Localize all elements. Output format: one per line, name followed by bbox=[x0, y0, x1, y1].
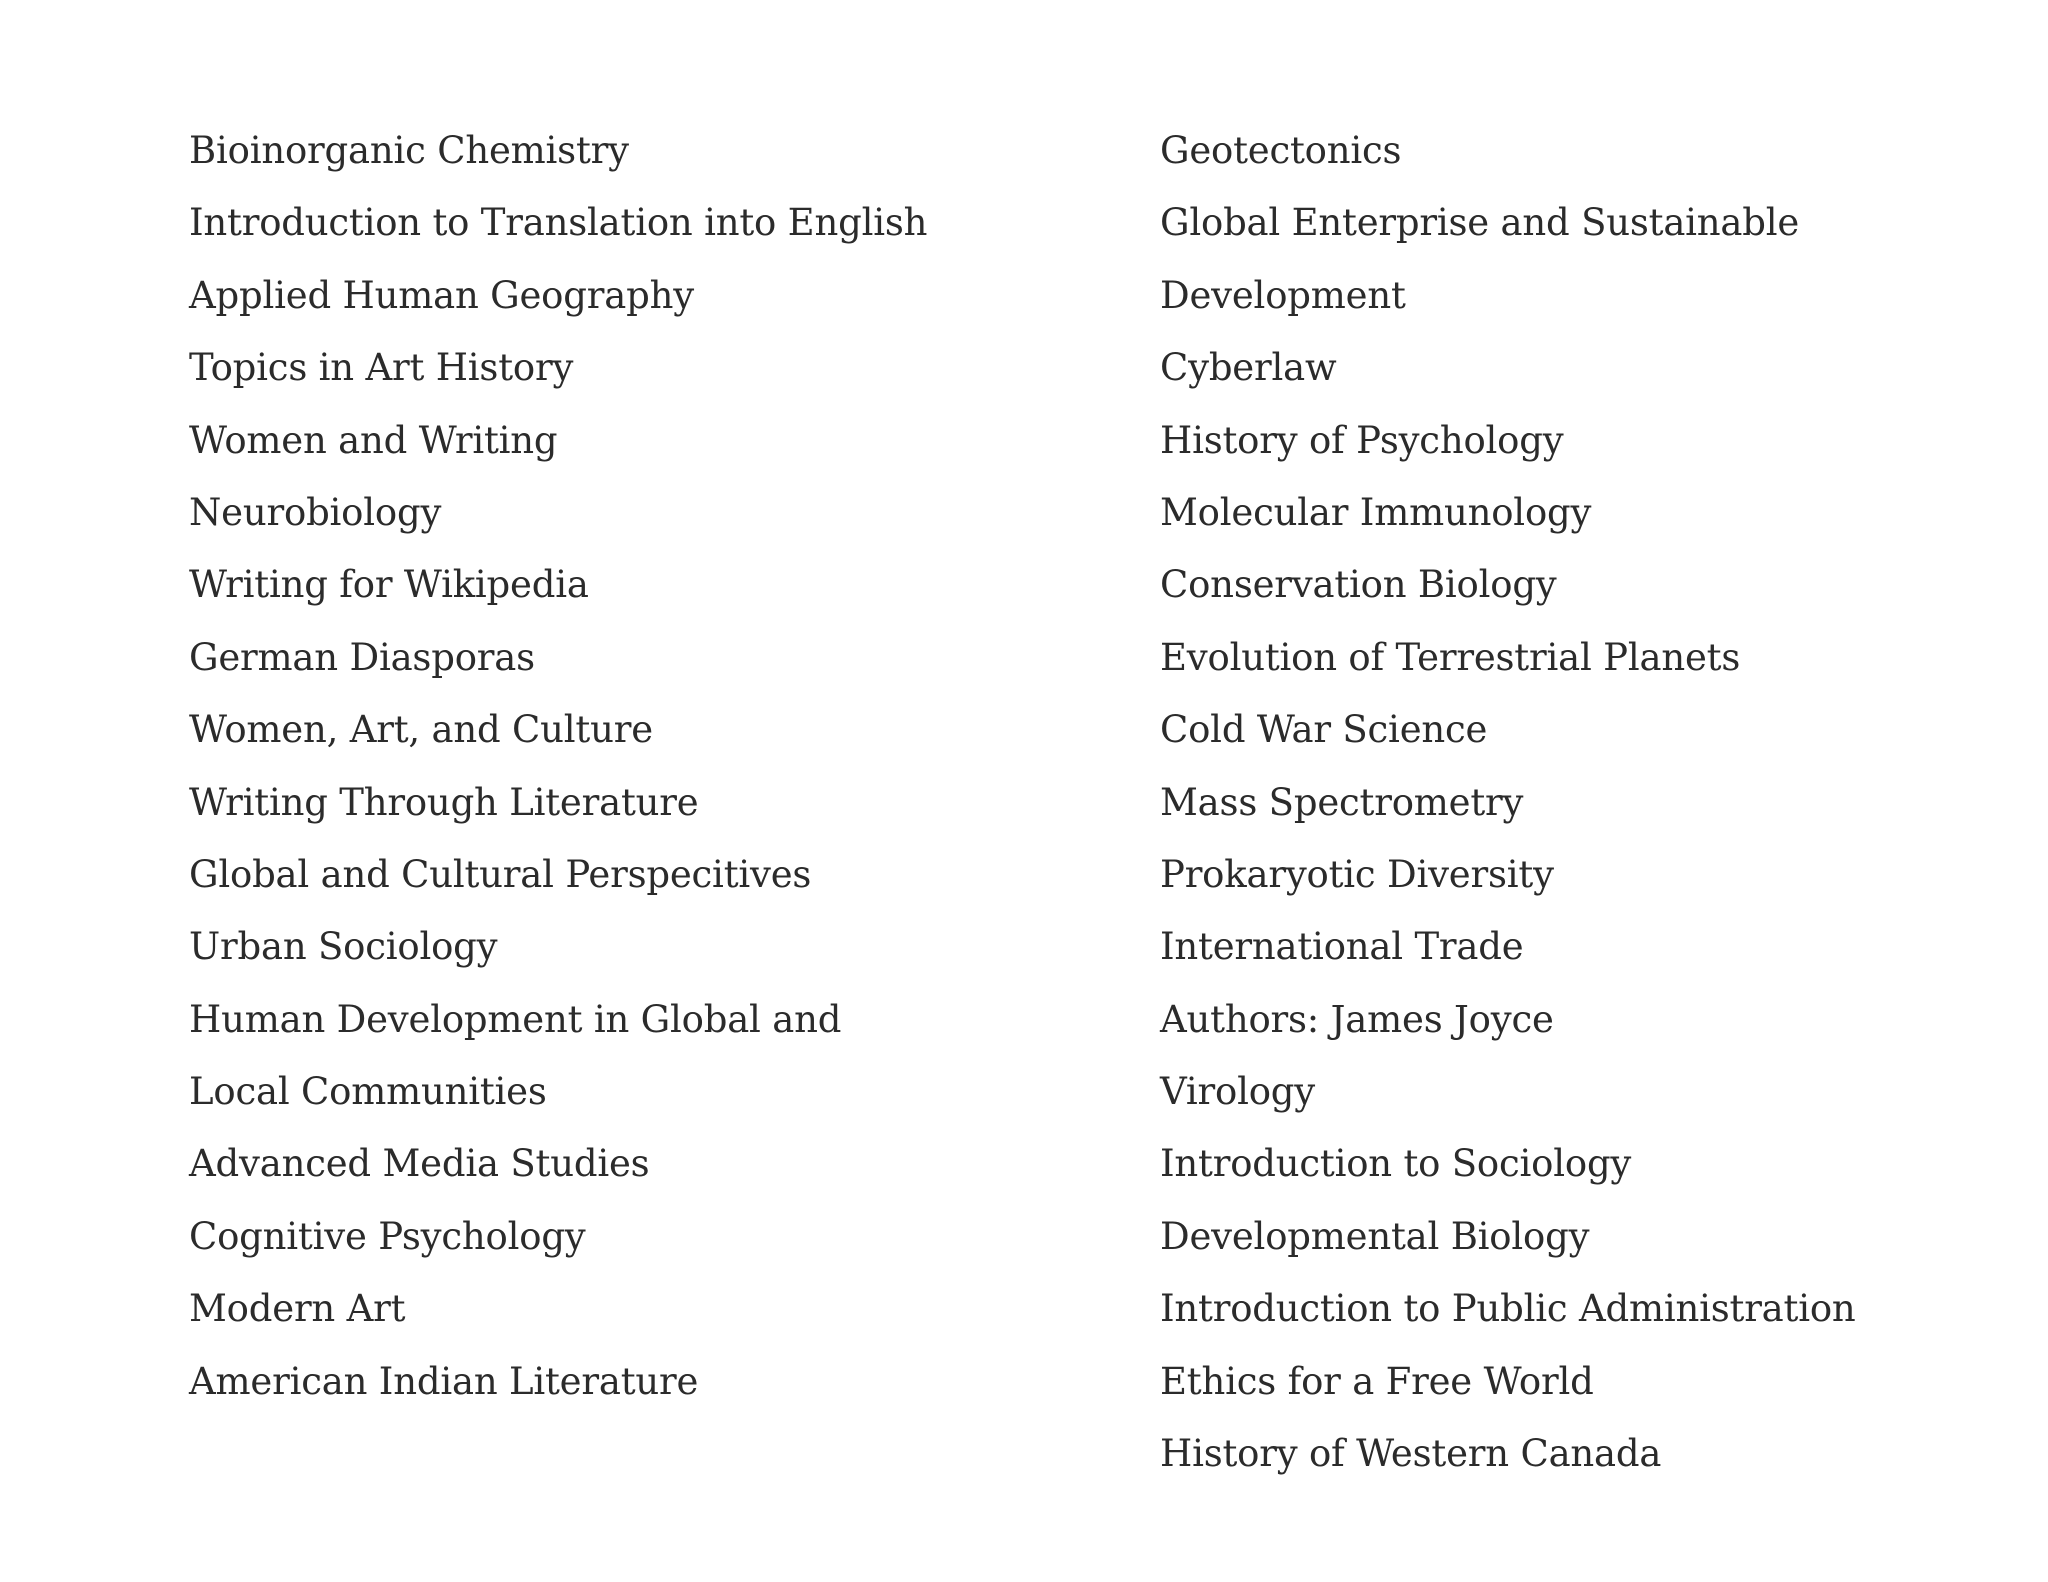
course-item: German Diasporas bbox=[189, 635, 535, 679]
course-item: Modern Art bbox=[189, 1287, 406, 1331]
course-item: Introduction to Public Administration bbox=[1160, 1287, 1856, 1331]
course-item: Advanced Media Studies bbox=[189, 1142, 650, 1186]
course-item: Urban Sociology bbox=[189, 925, 498, 969]
course-item: Neurobiology bbox=[189, 490, 442, 534]
course-item: Cold War Science bbox=[1160, 708, 1488, 752]
course-item: Prokaryotic Diversity bbox=[1160, 852, 1554, 896]
course-item: Ethics for a Free World bbox=[1160, 1359, 1594, 1403]
course-item: American Indian Literature bbox=[189, 1359, 699, 1403]
course-item: Evolution of Terrestrial Planets bbox=[1160, 635, 1741, 679]
course-item: Writing for Wikipedia bbox=[189, 563, 589, 607]
course-item: Developmental Biology bbox=[1160, 1214, 1590, 1258]
course-item: Introduction to Sociology bbox=[1160, 1142, 1632, 1186]
course-item: Development bbox=[1160, 273, 1406, 317]
course-list-right-column bbox=[1160, 115, 2040, 1490]
course-item: Local Communities bbox=[189, 1070, 547, 1114]
course-item: Introduction to Translation into English bbox=[189, 201, 928, 245]
course-item: Global Enterprise and Sustainable bbox=[1160, 201, 1800, 245]
course-item: Mass Spectrometry bbox=[1160, 780, 1524, 824]
course-item: Women, Art, and Culture bbox=[189, 708, 653, 752]
course-item: Women and Writing bbox=[189, 418, 558, 462]
course-item: Cyberlaw bbox=[1160, 346, 1337, 390]
course-item: Conservation Biology bbox=[1160, 563, 1557, 607]
course-item: Writing Through Literature bbox=[189, 780, 699, 824]
course-item: Topics in Art History bbox=[189, 346, 574, 390]
course-item: Global and Cultural Perspecitives bbox=[189, 852, 812, 896]
course-item: Molecular Immunology bbox=[1160, 490, 1592, 534]
course-item: Bioinorganic Chemistry bbox=[189, 129, 629, 172]
course-item: Human Development in Global and bbox=[189, 997, 842, 1041]
course-item: History of Western Canada bbox=[1160, 1432, 1662, 1476]
course-item: International Trade bbox=[1160, 925, 1524, 969]
course-item: Geotectonics bbox=[1160, 129, 1402, 172]
course-list-left-column bbox=[189, 115, 1089, 1418]
course-item: Authors: James Joyce bbox=[1160, 997, 1554, 1041]
course-item: Cognitive Psychology bbox=[189, 1214, 586, 1258]
course-item: History of Psychology bbox=[1160, 418, 1564, 462]
course-item: Applied Human Geography bbox=[189, 273, 694, 317]
course-item: Virology bbox=[1160, 1070, 1315, 1114]
